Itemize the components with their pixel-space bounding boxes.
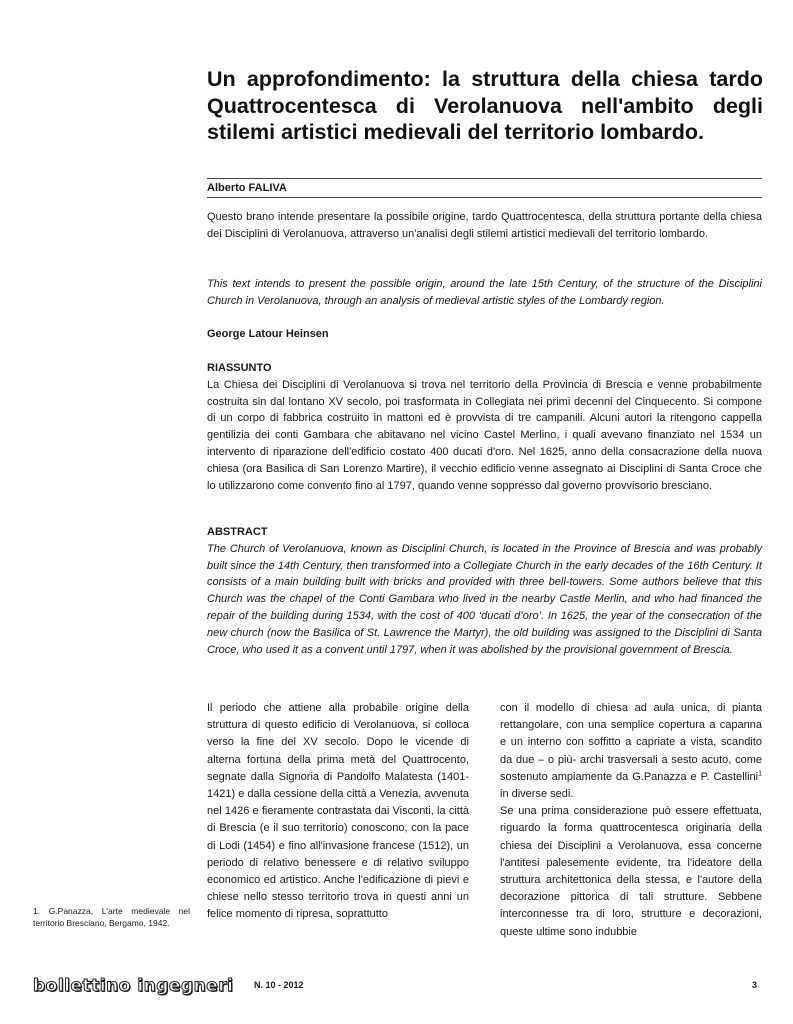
page-number: 3 [752,980,758,990]
riassunto-section [207,360,762,494]
abstract-heading: ABSTRACT [207,526,268,538]
riassunto-text: La Chiesa dei Disciplini di Verolanuova si trova nel territorio della Provincia di Brescia e venne probabilmente costruita sin dal lontano XV secolo, poi trasformata in Collegiata nei primi decenni del Cinquecento. Si compone di un corpo di fabbrica costruito in mattoni ed è provvista di tre campanili. Alcuni autori la ritengono cappella gentilizia dei conti Gambara che abitavano nel vicino Castel Merlino, i quali avevano finanziato nel 1534 un intervento di riparazione dell'edificio costato 400 ducati d'oro. Nel 1625, anno della consacrazione della nuova chiesa (ora Basilica di San Lorenzo Martire), il vecchio edificio venne assegnato ai Disciplini di Santa Croce che lo utilizzarono come convento fino al 1797, quando venne soppresso dal governo provvisorio bresciano. [207,378,762,492]
author-name: Alberto FALIVA [207,182,287,194]
author-rule-bottom [207,197,762,198]
journal-logo: bollettino ingegneri [33,976,234,996]
issue-label: N. 10 - 2012 [254,980,304,990]
footnote: 1. G.Panazza, L'arte medievale nel territorio Bresciano, Bergamo, 1942. [33,906,190,928]
translator-name: George Latour Heinsen [207,328,329,340]
intro-italian: Questo brano intende presentare la possibile origine, tardo Quattrocentesca, della struttura portante della chiesa dei Disciplini di Verolanuova, attraverso un'analisi degli stilemi artistici medievali del territorio lombardo. [207,211,762,240]
body-column-2-para-2: Se una prima considerazione può essere effettuata, riguardo la forma quattrocentesca originaria della chiesa dei Disciplini a Verolanuova, essa concerne l'antitesi palesemente evidente, tra l'ideatore della struttura architettonica della stessa, e l'autore della decorazione pittorica di tali strutture. Sebbene interconnesse tra di loro, strutture e decorazioni, queste ultime sono indubbie [500,805,762,938]
article-title: Un approfondimento: la struttura della chiesa tardo Quattrocentesca di Verolanuova nell'ambito degli stilemi artistici medievali del territorio lombardo. [207,67,763,144]
abstract-section [207,524,762,658]
body-column-2-para-1 [500,700,762,803]
body-col2-text-a: con il modello di chiesa ad aula unica, di pianta rettangolare, con una semplice copertura a capanna e un interno con soffitto a capriate a vista, scandito da due – o più- archi trasversali a sesto acuto, come sostenuto ampiamente da G.Panazza e P. Castellini [500,702,762,783]
abstract-text: The Church of Verolanuova, known as Disciplini Church, is located in the Province of Brescia and was probably built since the 14th Century, then transformed into a Collegiate Church in the early decades of the 16th Century. It consists of a main building built with bricks and provided with three bell-towers. Some authors believe that this Church was the chapel of the Conti Gambara who lived in the nearby Castle Merlin, and who had financed the repair of the building during 1534, with the cost of 400 ‘ducati d’oro’. In 1625, the year of the consecration of the new church (now the Basilica of St. Lawrence the Martyr), the old building was assigned to the Disciplini di Santa Croce, who used it as a convent until 1797, when it was abolished by the provisional government of Brescia. [207,542,762,656]
footnote-ref: 1 [758,770,762,778]
intro-english: This text intends to present the possible origin, around the late 15th Century, of the structure of the Disciplini Church in Verolanuova, through an analysis of medieval artistic styles of the Lombardy region. [207,278,762,307]
body-column-1: Il periodo che attiene alla probabile origine della struttura di questo edificio di Verolanuova, si colloca verso la fine del XV secolo. Dopo le vicende di alterna fortuna della prima metà del Quattrocento, segnate dalla Signoria di Pandolfo Malatesta (1401-1421) e dalla cessione della città a Venezia, avvenuta nel 1426 e fieramente contrastata dai Visconti, la città di Brescia (e il suo territorio) conoscono, con la pace di Lodi (1454) e fino all'invasione francese (1512), un periodo di relativo benessere e di relativo sviluppo economico ed artistico. Anche l'edificazione di pievi e chiese nello stesso territorio trova in questi anni un felice momento di ripresa, soprattutto [207,702,469,921]
riassunto-heading: RIASSUNTO [207,362,272,374]
body-column-2 [500,700,762,941]
author-rule-top [207,178,762,179]
body-col2-text-b: in diverse sedi. [500,788,574,801]
